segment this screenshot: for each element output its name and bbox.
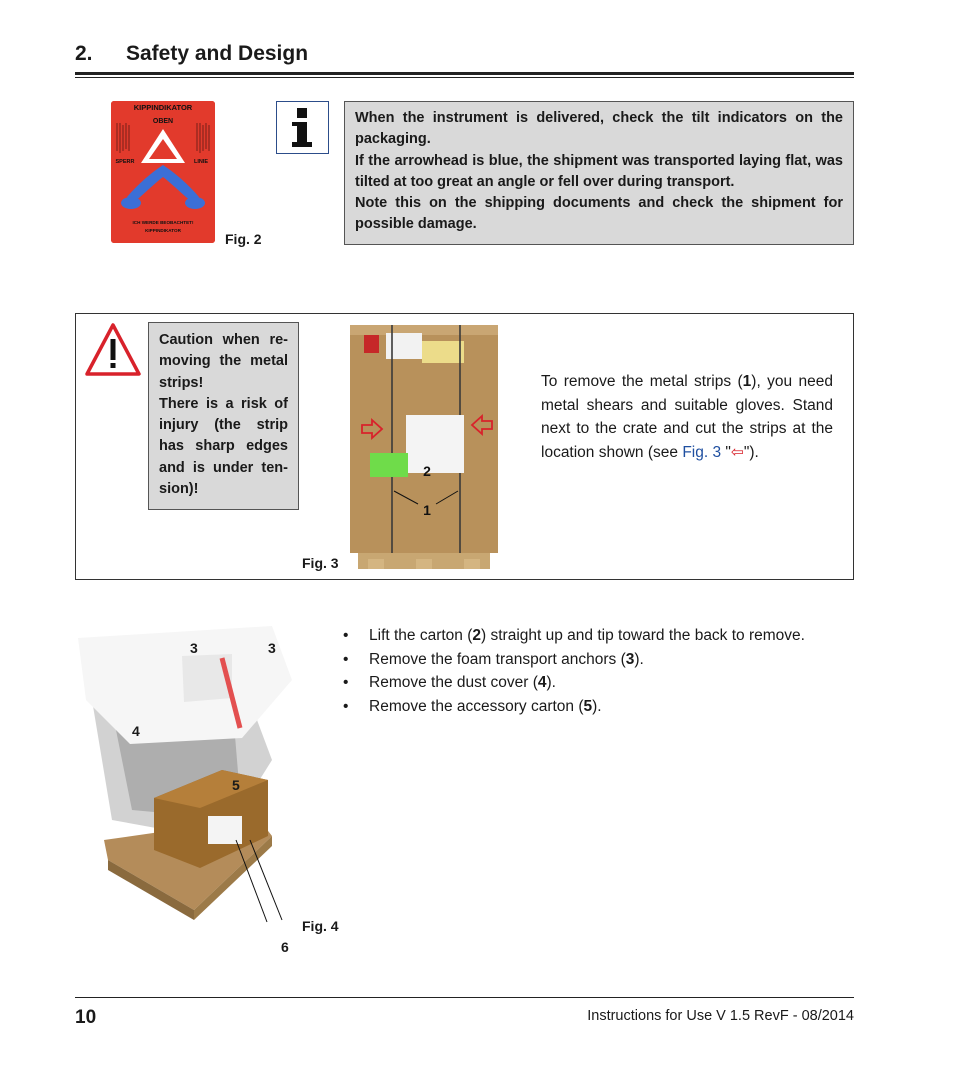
caution-line-2: There is a risk of injury (the strip has sharp edges and is under ten-sion)! bbox=[159, 395, 288, 498]
fig4-callout-3b: 3 bbox=[268, 640, 276, 656]
list-item: • Remove the foam transport anchors (3). bbox=[343, 648, 863, 672]
warning-triangle-icon bbox=[85, 322, 141, 378]
caution-line-1: Caution when re-moving the metal strips! bbox=[159, 332, 288, 391]
unpacking-steps-list bbox=[343, 624, 863, 718]
left-arrow-icon: ⇦ bbox=[730, 443, 744, 461]
indicator-bottom2: KIPPINDIKATOR bbox=[145, 228, 181, 233]
page-number: 10 bbox=[75, 1007, 97, 1028]
info-line-2: If the arrowhead is blue, the shipment was transported laying flat, was tilted at too great an angle or fell over during transport. bbox=[355, 152, 843, 190]
indicator-title: KIPPINDIKATOR bbox=[133, 103, 193, 112]
fig3-callout-1: 1 bbox=[423, 502, 431, 518]
fig3-link[interactable]: Fig. 3 bbox=[682, 443, 722, 461]
list-item: • Remove the accessory carton (5). bbox=[343, 695, 863, 719]
fig4-label: Fig. 4 bbox=[302, 918, 339, 934]
metal-strip-instructions bbox=[541, 370, 833, 464]
caution-box bbox=[148, 322, 299, 510]
indicator-top: OBEN bbox=[152, 118, 174, 125]
fig4-callout-5: 5 bbox=[232, 777, 240, 793]
fig4-callout-4: 4 bbox=[132, 723, 140, 739]
unpacking-image bbox=[72, 620, 297, 960]
fig3-callout-2: 2 bbox=[423, 463, 431, 479]
indicator-bottom1: ICH WERDE BEOBACHTET! bbox=[132, 220, 194, 225]
tilt-indicator-image bbox=[111, 101, 215, 243]
instr-ref-1: 1 bbox=[742, 373, 752, 390]
crate-image bbox=[344, 321, 502, 569]
info-icon bbox=[276, 101, 329, 154]
section-number: 2. bbox=[75, 42, 93, 65]
info-line-3: Note this on the shipping documents and check the shipment for possible damage. bbox=[355, 195, 843, 233]
instr-text-d: " bbox=[721, 443, 731, 461]
instr-text-e: "). bbox=[743, 443, 759, 461]
indicator-left: SPERR bbox=[115, 159, 135, 165]
indicator-right: LINIE bbox=[193, 159, 209, 165]
document-info: Instructions for Use V 1.5 RevF - 08/2014 bbox=[587, 1008, 854, 1024]
fig2-label: Fig. 2 bbox=[225, 231, 262, 247]
instr-text-a: To remove the metal strips ( bbox=[541, 373, 743, 390]
section-title: Safety and Design bbox=[126, 42, 309, 65]
fig4-callout-6: 6 bbox=[281, 939, 289, 955]
fig4-callout-3a: 3 bbox=[190, 640, 198, 656]
info-note-box bbox=[344, 101, 854, 245]
list-item: • Remove the dust cover (4). bbox=[343, 671, 863, 695]
instr-text-c: ), you need metal shears and suitable gloves. Stand next to the crate and cut the strips at the location shown (see bbox=[541, 373, 833, 461]
footer-rule bbox=[75, 997, 854, 998]
info-line-1: When the instrument is delivered, check the tilt indicators on the packaging. bbox=[355, 110, 843, 148]
list-item: • Lift the carton (2) straight up and tip toward the back to remove. bbox=[343, 624, 863, 648]
fig3-label: Fig. 3 bbox=[302, 555, 339, 571]
header-rule bbox=[75, 72, 854, 75]
header-rule-thin bbox=[75, 77, 854, 78]
